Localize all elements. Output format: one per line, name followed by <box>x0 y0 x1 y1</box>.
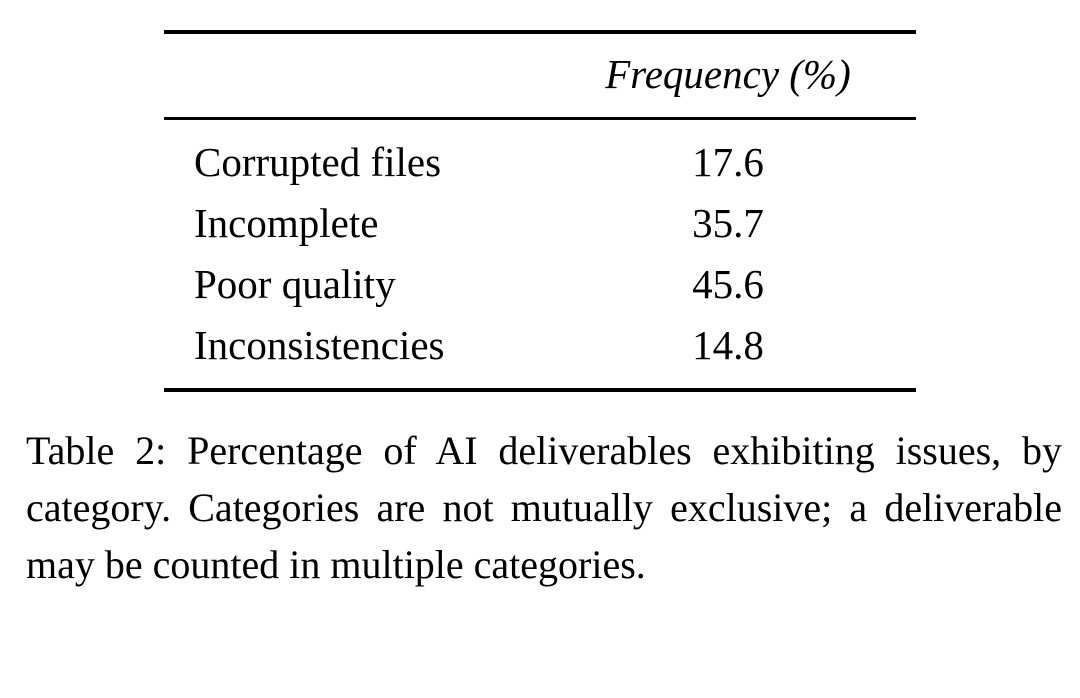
table-bottom-rule <box>164 390 916 392</box>
table-row <box>164 315 916 390</box>
table-row <box>164 254 916 315</box>
row-value-corrupted-files: 17.6 <box>692 139 764 185</box>
row-label-poor-quality: Poor quality <box>194 261 396 307</box>
table-header-row <box>164 34 916 119</box>
caption-text: Percentage of AI deliverables exhibiting issues, by category. Categories are not mutually exclusive; a deliverable may be counted in multiple categories. <box>26 428 1062 587</box>
frequency-table <box>164 30 916 392</box>
table-figure-page <box>0 30 1080 698</box>
column-header-frequency: Frequency (%) <box>605 51 851 97</box>
row-label-corrupted-files: Corrupted files <box>194 139 442 185</box>
caption-label: Table 2: <box>26 428 167 473</box>
row-label-inconsistencies: Inconsistencies <box>194 322 445 368</box>
row-value-inconsistencies: 14.8 <box>692 322 764 368</box>
table-container <box>0 30 1080 392</box>
column-header-category <box>164 34 540 119</box>
table-caption <box>18 422 1062 593</box>
row-value-incomplete: 35.7 <box>692 200 764 246</box>
row-value-poor-quality: 45.6 <box>692 261 764 307</box>
table-row <box>164 120 916 193</box>
row-label-incomplete: Incomplete <box>194 200 379 246</box>
table-row <box>164 193 916 254</box>
